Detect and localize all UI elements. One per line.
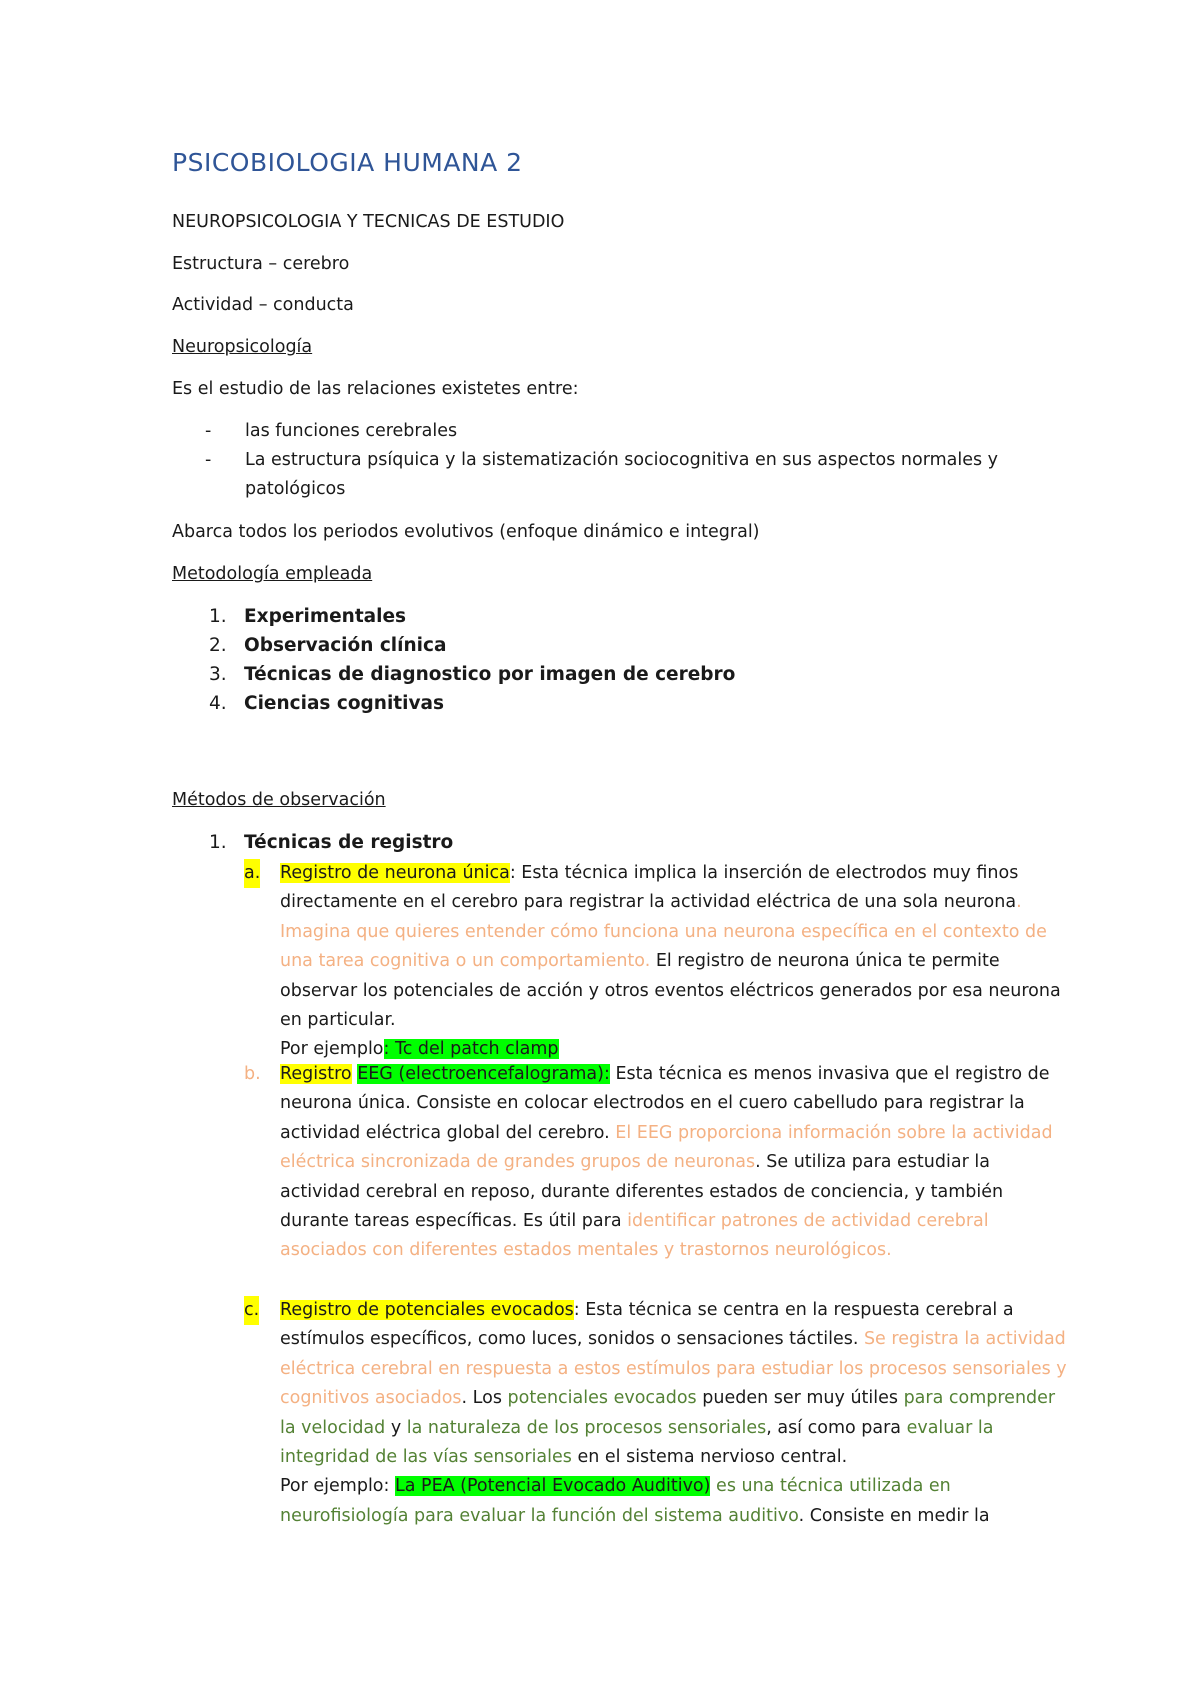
example-separator: : (383, 1476, 395, 1497)
example-label: Por ejemplo (280, 1039, 384, 1060)
subitem-marker: b. (244, 1064, 261, 1084)
dash-marker: - (205, 450, 212, 470)
list-number: 1. (209, 832, 227, 853)
list-text: Observación clínica (244, 635, 447, 656)
subitem-marker: a. (244, 859, 260, 888)
heading-neuropsicologia: Neuropsicología (172, 337, 313, 357)
text-segment: El registro de neurona única te permite observar los potenciales de acción y otros eventos eléctricos generados por esa neurona en particular. (280, 951, 1061, 1031)
highlight-label-eeg: EEG (electroencefalograma): (357, 1064, 610, 1084)
line-estructura: Estructura – cerebro (172, 254, 350, 274)
document-title: PSICOBIOLOGIA HUMANA 2 (172, 148, 523, 177)
green-text: para comprender la velocidad (280, 1388, 1056, 1438)
list-number: 1. (209, 606, 227, 627)
dash-marker: - (205, 421, 212, 441)
salmon-text: . Imagina que quieres entender cómo funciona una neurona específica en el contexto de una tarea cognitiva o un comportamiento. (280, 892, 1047, 972)
green-text: es una técnica utilizada en neurofisiología para evaluar la función del sistema auditivo (280, 1476, 951, 1526)
salmon-text: El EEG proporciona información sobre la actividad eléctrica sincronizada de grandes grupos de neuronas (280, 1122, 1053, 1173)
list-text: Experimentales (244, 606, 407, 627)
dash-item-text: patológicos (245, 479, 346, 499)
text-segment: . Los (461, 1388, 508, 1409)
green-text: evaluar la integridad de las vías sensoriales (280, 1417, 994, 1468)
list-number: 4. (209, 693, 227, 714)
text-segment: : Esta técnica se centra en la respuesta cerebral a estímulos específicos, como luces, sonidos o sensaciones táctiles. (280, 1300, 1014, 1350)
example-label: Por ejemplo (280, 1476, 384, 1497)
highlight-example: : Tc del patch clamp (383, 1039, 559, 1060)
subitem-body (280, 859, 1070, 1065)
list-number: 2. (209, 635, 227, 656)
list-text: Técnicas de diagnostico por imagen de cerebro (244, 664, 736, 685)
list-number: 3. (209, 664, 227, 685)
subitem-marker: c. (244, 1296, 259, 1325)
highlight-example: La PEA (Potencial Evocado Auditivo) (394, 1476, 711, 1497)
dash-item-text: La estructura psíquica y la sistematización sociocognitiva en sus aspectos normales y (245, 450, 999, 470)
salmon-text: identificar patrones de actividad cerebral asociados con diferentes estados mentales y trastornos neurológicos. (280, 1211, 989, 1261)
salmon-text: Se registra la actividad eléctrica cerebral en respuesta a estos estímulos para estudiar los procesos sensoriales y cognitivos asociados (280, 1329, 1067, 1409)
subtitle: NEUROPSICOLOGIA Y TECNICAS DE ESTUDIO (172, 212, 565, 232)
text-segment: : Esta técnica implica la inserción de electrodos muy finos directamente en el cerebro para registrar la actividad eléctrica de una sola neurona (280, 863, 1019, 913)
text-segment: . Se utiliza para estudiar la actividad cerebral en reposo, durante diferentes estados de conciencia, y también durante tareas específicas. Es útil para (280, 1152, 1004, 1232)
green-text: potenciales evocados (507, 1388, 697, 1409)
heading-metodologia: Metodología empleada (172, 564, 373, 584)
green-text: la naturaleza de los procesos sensoriales (406, 1417, 767, 1438)
list-text: Técnicas de registro (244, 832, 454, 853)
intro-text: Es el estudio de las relaciones existetes entre: (172, 379, 579, 399)
highlight-label: Registro de potenciales evocados (280, 1300, 574, 1320)
highlight-label: Registro (280, 1064, 352, 1084)
list-text: Ciencias cognitivas (244, 693, 445, 714)
dash-item-text: las funciones cerebrales (245, 421, 458, 441)
highlight-label: Registro de neurona única (280, 863, 510, 883)
subitem-body (280, 1296, 1070, 1531)
text-segment: pueden ser muy útiles (696, 1388, 904, 1409)
abarca-text: Abarca todos los periodos evolutivos (enfoque dinámico e integral) (172, 522, 760, 542)
text-segment: Esta técnica es menos invasiva que el registro de neurona única. Consiste en colocar electrodos en el cuero cabelludo para registrar la actividad eléctrica global del cerebro. (280, 1064, 1050, 1143)
line-actividad: Actividad – conducta (172, 295, 354, 315)
heading-metodos: Métodos de observación (172, 790, 386, 810)
subitem-body (280, 1060, 1070, 1266)
text-segment: . Consiste en medir la (798, 1505, 990, 1526)
text-segment: en el sistema nervioso central. (571, 1447, 848, 1468)
text-segment: y (385, 1417, 407, 1438)
text-segment: , así como para (766, 1417, 907, 1438)
